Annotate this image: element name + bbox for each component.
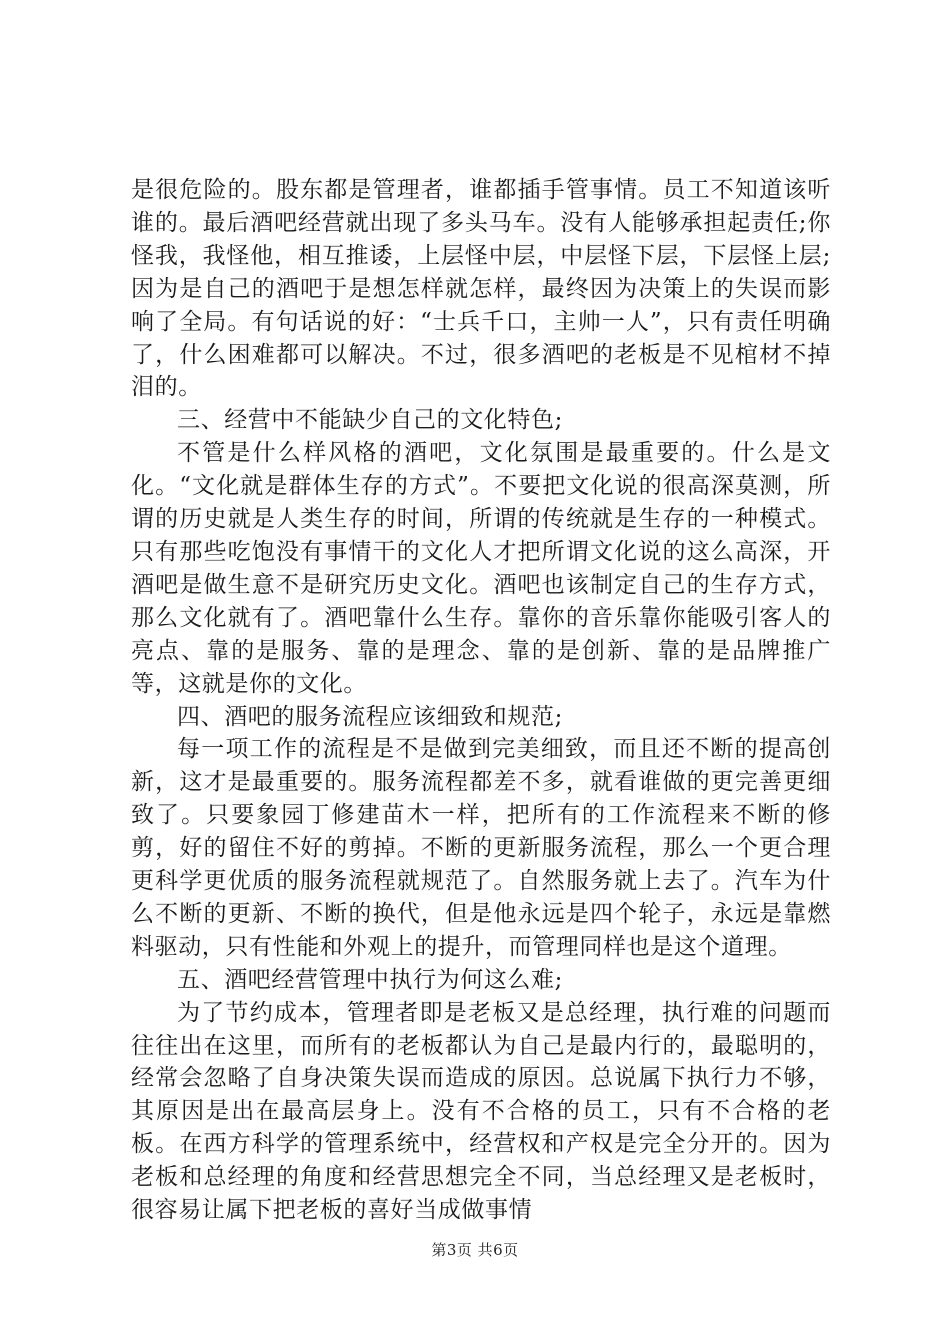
section-heading: 三、经营中不能缺少自己的文化特色; [177,407,563,434]
body-paragraph: 每一项工作的流程是不是做到完美细致，而且还不断的提高创新，这才是最重要的。服务流程都差不多，就看谁做的更完善更细致了。只要象园丁修建苗木一样，把所有的工作流程来不断的修剪，好的留住不好的剪掉。不断的更新服务流程，那么一个更合理更科学更优质的服务流程就规范了。自然服务就上去了。汽车为什么不断的更新、不断的换代，但是他永远是四个轮子，永远是靠燃料驱动，只有性能和外观上的提升，而管理同样也是这个道理。 [131,736,831,960]
section-heading: 五、酒吧经营管理中执行为何这么难; [177,966,563,993]
body-paragraph: 不管是什么样风格的酒吧，文化氛围是最重要的。什么是文化。“文化就是群体生存的方式”。不要把文化说的很高深莫测，所谓的历史就是人类生存的时间，所谓的传统就是生存的一种模式。只有那些吃饱没有事情干的文化人才把所谓文化说的这么高深，开酒吧是做生意不是研究历史文化。酒吧也该制定自己的生存方式，那么文化就有了。酒吧靠什么生存。靠你的音乐靠你能吸引客人的亮点、靠的是服务、靠的是理念、靠的是创新、靠的是品牌推广等，这就是你的文化。 [131,440,831,697]
page-number-footer: 第3页 共6页 [431,1241,519,1259]
document-body [131,174,831,1227]
section-heading: 四、酒吧的服务流程应该细致和规范; [177,703,563,730]
body-paragraph: 是很危险的。股东都是管理者，谁都插手管事情。员工不知道该听谁的。最后酒吧经营就出现了多头马车。没有人能够承担起责任;你怪我，我怪他，相互推诿，上层怪中层，中层怪下层，下层怪上层;因为是自己的酒吧于是想怎样就怎样，最终因为决策上的失误而影响了全局。有句话说的好：“士兵千口，主帅一人”，只有责任明确了，什么困难都可以解决。不过，很多酒吧的老板是不见棺材不掉泪的。 [131,177,831,401]
body-paragraph: 为了节约成本，管理者即是老板又是总经理，执行难的问题而往往出在这里，而所有的老板都认为自己是最内行的，最聪明的，经常会忽略了自身决策失误而造成的原因。总说属下执行力不够，其原因是出在最高层身上。没有不合格的员工，只有不合格的老板。在西方科学的管理系统中，经营权和产权是完全分开的。因为老板和总经理的角度和经营思想完全不同，当总经理又是老板时，很容易让属下把老板的喜好当成做事情 [131,999,831,1224]
